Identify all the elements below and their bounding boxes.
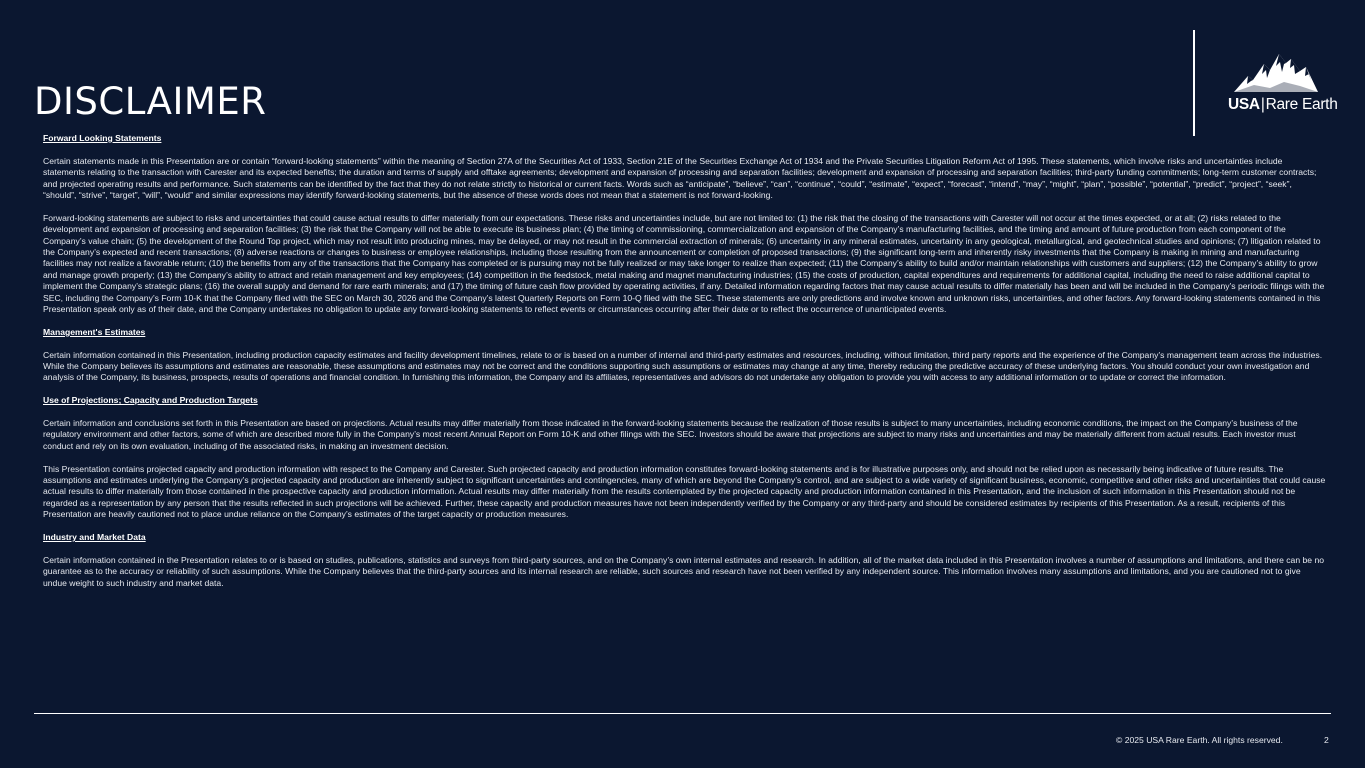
section-paragraph: Certain information contained in the Presentation relates to or is based on studies, publications, statistics and surveys from third-party sources, and on the Company’s own internal estimates and research. In addition, all of the market data included in this Presentation involves a number of assumptions and limitations, and there can be no guarantee as to the accuracy or reliability of such assumptions. While the Company believes that the third-party sources and its internal research are reliable, such sources and research have not been verified by any independent source. This information involves many assumptions and limitations, and you are cautioned not to give undue weight to such industry and market data.: [43, 554, 1325, 588]
section-heading: Use of Projections; Capacity and Production Targets: [43, 395, 258, 406]
logo-brand-rest: Rare Earth: [1265, 96, 1338, 113]
section-heading: Management's Estimates: [43, 326, 146, 337]
footer-divider: [34, 713, 1331, 714]
section-paragraph: Certain statements made in this Presentation are or contain “forward-looking statements” within the meaning of Section 27A of the Securities Act of 1933, Section 21E of the Securities Exchange Act of 1934 and the Private Securities Litigation Reform Act of 1995. These statements, which involve risks and uncertainties include statements relating to the transaction with Carester and its expected benefits; the duration and terms of supply and offtake agreements; development and expansion of processing and separation facilities; development and expansion of processing and separation facilities; third-party funding commitments; long-term customer contracts; and projected operating results and performance. Such statements can be identified by the fact that they do not relate strictly to historical or current facts. Words such as “anticipate”, “believe”, “can”, “continue”, “could”, “estimate”, “expect”, “forecast”, “intend”, “may”, “might”, “plan”, “possible”, “potential”, “predict”, “project”, “seek”, “should”, “strive”, “target”, “will”, “would” and similar expressions may identify forward-looking statements, but the absence of these words does not mean that a statement is not forward-looking.: [43, 155, 1317, 201]
logo-brand-bold: USA: [1228, 96, 1260, 113]
logo-separator: |: [1260, 96, 1265, 113]
section-heading: Forward Looking Statements: [43, 133, 162, 143]
vertical-divider: [1193, 30, 1195, 136]
company-logo: [1228, 52, 1338, 118]
footer-copyright: © 2025 USA Rare Earth. All rights reserved.: [1116, 735, 1283, 745]
section-heading: Industry and Market Data: [43, 532, 146, 543]
section-paragraph: Certain information contained in this Presentation, including production capacity estimates and facility development timelines, relate to or is based on a number of internal and third-party estimates and resources, including, without limitation, third party reports and the experience of the Company’s management team across the industries. While the Company believes its assumptions and estimates are reasonable, these assumptions and estimates may not be correct and the conditions supporting such assumptions or estimates may change at any time, thereby reducing the predictive accuracy of these underlying factors. You should conduct your own investigation and analysis of the Company, its business, prospects, results of operations and financial condition. In furnishing this information, the Company and its affiliates, representatives and advisors do not undertake any obligation to provide you with access to any additional information or to update or correct the information.: [43, 349, 1323, 383]
page-title: DISCLAIMER: [34, 80, 267, 123]
section-paragraph: Certain information and conclusions set forth in this Presentation are based on projections. Actual results may differ materially from those indicated in the forward-looking statements because the realization of those results is subject to many uncertainties, including economic conditions, the impact on the Company’s business of the regulatory environment and other factors, some of which are described more fully in the Company’s most recent Annual Report on Form 10-K and other filings with the SEC. Investors should be aware that projections are subject to many risks and uncertainties and may be materially different from actual results. Each investor must conduct and rely on its own evaluation, including of the associated risks, in making an investment decision.: [43, 418, 1298, 451]
page-number: 2: [1324, 735, 1329, 745]
disclaimer-body: [43, 133, 1326, 601]
mountain-logo-icon: [1234, 52, 1318, 92]
section-paragraph: Forward-looking statements are subject to risks and uncertainties that could cause actual results to differ materially from our expectations. These risks and uncertainties include, but are not limited to: (1) the risk that the closing of the transactions with Carester will not occur at the times expected, or at all; (2) risks related to the development and expansion of processing and separation facilities; (3) the risk that the Company will not be able to execute its business plan; (4) the timing of commissioning, commercialization and expansion of the Company’s manufacturing facilities, and the timing and amount of future production from each component of the Company’s value chain; (5) the development of the Round Top project, which may not result into producing mines, may be delayed, or may not result in the commercial extraction of minerals; (6) uncertainty in any mineral estimates, uncertainty in any geological, metallurgical, and geotechnical studies and opinions; (7) litigation related to the Company’s expected and recent transactions; (8) adverse reactions or changes to business or employee relationships, including those resulting from the announcement or completion of proposed transactions; (9) the significant long-term and inherently risky investments that the Company is making in mining and manufacturing facilities may not realize a favorable return; (10) the benefits from any of the transactions that the Company has completed or is pursuing may not be fully realized or may take longer to realize than expected; (11) the Company’s ability to build and/or maintain relationships with customers and suppliers; (12) the Company’s ability to grow and manage growth properly; (13) the Company’s ability to attract and retain management and key employees; (14) competition in the feedstock, metal making and magnet manufacturing industries; (15) the costs of production, capital expenditures and requirements for additional capital, including the need to raise additional capital to implement the Company’s strategic plans; (16) the overall supply and demand for rare earth minerals; and (17) the timing of future cash flow provided by operating activities, if any. Detailed information regarding factors that may cause actual results to differ materially has been and will be included in the Company’s periodic filings with the SEC, including the Company’s Form 10-K that the Company filed with the SEC on March 30, 2026 and the Company’s latest Quarterly Reports on Form 10-Q filed with the SEC. These statements are only predictions and involve known and unknown risks, uncertainties, and other factors. Any forward-looking statements contained in this Presentation speak only as of their date, and the Company undertakes no obligation to update any forward-looking statements to reflect events or circumstances occurring after their date or to reflect the occurrence of unanticipated events.: [43, 212, 1325, 315]
section-paragraph: This Presentation contains projected capacity and production information with respect to the Company and Carester. Such projected capacity and production information constitutes forward-looking statements and is for illustrative purposes only, and should not be relied upon as necessarily being indicative of future results. The assumptions and estimates underlying the Company’s projected capacity and production are inherently subject to significant uncertainties and contingencies, many of which are beyond the Company’s control, and are subject to a wide variety of significant business, economic, competitive and other risks and uncertainties that could cause actual results to differ materially from those contained in the prospective capacity and production information. Actual results may differ materially from the results contemplated by the projected capacity and production information contained in this Presentation, and the inclusion of such information in this Presentation should not be regarded as a representation by any person that the results reflected in such projections will be achieved. Further, these capacity and production measures have not been independently verified by the Company or any third-party and should be considered estimates by recipients of this Presentation. As a result, recipients of this Presentation are heavily cautioned not to place undue reliance on the Company’s estimates of the target capacity or production measures.: [43, 463, 1326, 520]
logo-wordmark: [1228, 96, 1338, 114]
